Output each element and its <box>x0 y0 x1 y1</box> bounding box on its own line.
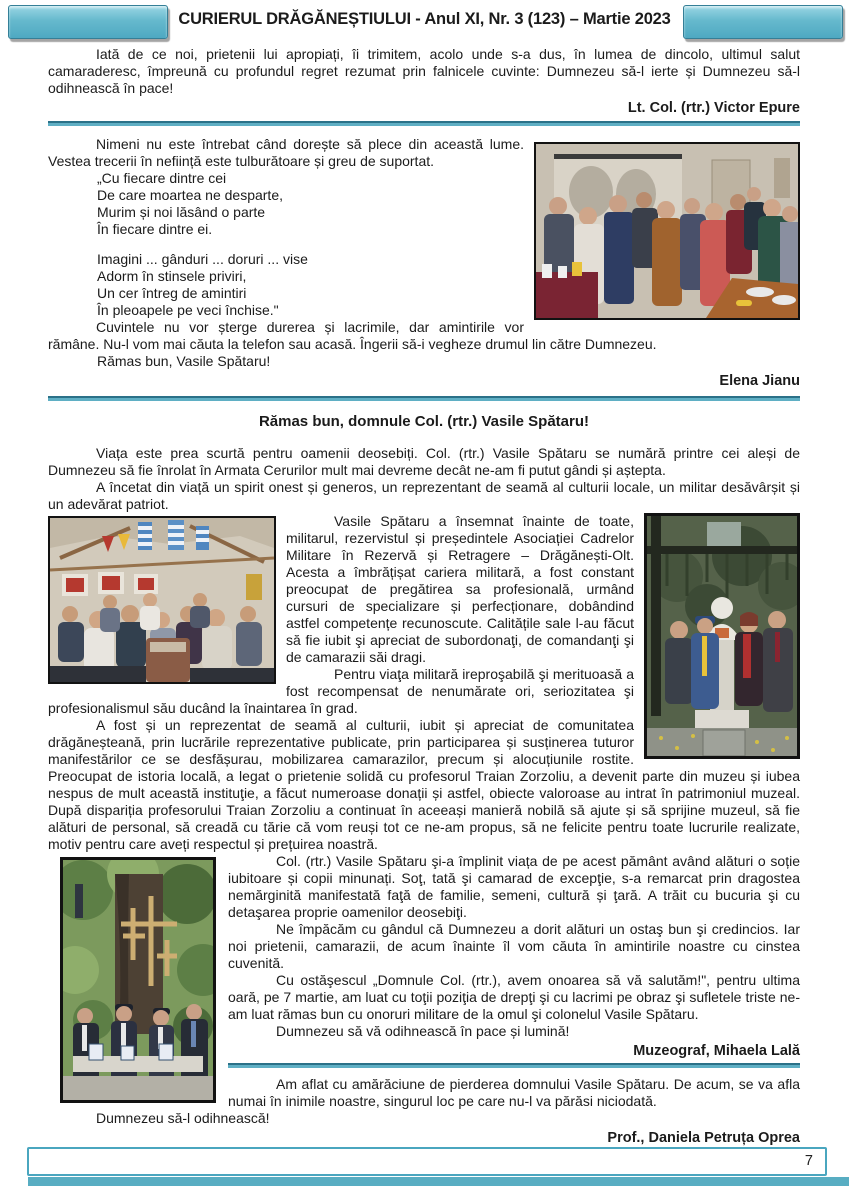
signature-daniela-oprea: Prof., Daniela Petruța Oprea <box>607 1130 800 1146</box>
article-section <box>48 413 800 1068</box>
photo-memorial-group <box>534 142 800 320</box>
photo-tree-crosses <box>60 857 216 1103</box>
article-para7: Ne împăcăm cu gândul că Dumnezeu a dorit alături un ostaş bun şi credincios. Iar noi prietenii, camarazii, de acum înainte îl vom căuta în amintirile noastre cu cinstea cuvenită. <box>228 921 800 971</box>
article-para1: Viața este prea scurtă pentru oamenii deosebiți. Col. (rtr.) Vasile Spătaru se numără printre cei aleși de Dumnezeu să fie înrolat în Armata Cerurilor mult mai devreme decât ne-am fi putut gândi și aștepta. <box>48 445 800 478</box>
farewell-para1: Nimeni nu este întrebat când dorește să plece din această lume. Vestea trecerii în neființă este tulburătoare și greu de suportat. <box>48 136 524 169</box>
article-para2: A încetat din viață un spirit onest și generos, un reprezentant de seamă al culturii locale, un militar desăvârșit și un adevărat patriot. <box>48 479 800 512</box>
article-title: Rămas bun, domnule Col. (rtr.) Vasile Spătaru! <box>258 413 590 430</box>
section-divider <box>48 121 800 126</box>
photo-bust-monument <box>644 513 800 759</box>
newspaper-title: CURIERUL DRĂGĂNEȘTIULUI - Anul XI, Nr. 3 (123) – Martie 2023 <box>178 10 671 28</box>
page-number: 7 <box>804 1153 813 1169</box>
section-divider <box>228 1063 800 1068</box>
closing-para2: Dumnezeu să-l odihnească! <box>96 1110 270 1126</box>
article-para8: Cu ostăşescul „Domnule Col. (rtr.), avem onoarea să vă salutăm!", pentru ultima oară, pe 7 martie, am luat cu toţii poziţia de drepţi şi cu lacrimi pe obraz şi sufletele triste ne-am luat rămas bun cu onoruri militare de la omul şi colonelul Vasile Spătaru. <box>228 972 800 1022</box>
intro-paragraph: Iată de ce noi, prietenii lui apropiați, îi trimitem, acolo unde s-a dus, în lumea de dincolo, ultimul salut camaraderesc, împreună cu profundul regret rezumat prin falnicele cuvinte: Dumnezeu să-l ierte și Dumnezeu să-l odihnească în pace! <box>48 46 800 96</box>
signature-elena-jianu: Elena Jianu <box>719 373 800 389</box>
poem-line: „Cu fiecare dintre cei <box>97 170 227 186</box>
closing-para1: Am aflat cu amărăciune de pierderea domnului Vasile Spătaru. De acum, se va afla numai în inimile noastre, singurul loc pe care nu-l va părăsi niciodată. <box>228 1076 800 1109</box>
article-para6: Col. (rtr.) Vasile Spătaru şi-a împlinit viața de pe acest pământ având alături o soție iubitoare și copii minunați. Soţ, tată şi camarad de excepţie, s-a remarcat prin dragostea nemărginită manifestată faţă de familie, semeni, cultură și ţară. A trăit cu bucuria şi cu detaşarea proprie oamenilor deosebiţi. <box>228 853 800 920</box>
header-decoration-left <box>8 5 168 39</box>
poem-line: De care moartea ne desparte, <box>97 187 283 203</box>
poem-line: Murim și noi lăsând o parte <box>97 204 266 220</box>
footer-decoration-bar <box>28 1177 849 1186</box>
article-para3: Vasile Spătaru a însemnat înainte de toate, militarul, rezervistul și președintele Asociației Cadrelor Militare în Rezervă și Retragere – Drăgănești-Olt. Acesta a îmbrățișat cariera militară, a fost constant preocupat de pregătirea sa profesională, urmând cursuri de specializare și perfecționare, dobândind astfel competențe recunoscute. Calitățile sale l-au făcut să fie iubit şi apreciat de subordonaţi, de comandanţi şi de camarazii săi dragi. <box>286 513 634 665</box>
poem-line: În fiecare dintre ei. <box>97 221 213 237</box>
photo-museum-audience <box>48 516 276 684</box>
signature-victor-epure: Lt. Col. (rtr.) Victor Epure <box>627 100 800 116</box>
page-header <box>0 0 849 46</box>
signature-mihaela-lala: Muzeograf, Mihaela Lală <box>633 1043 800 1059</box>
article-para9: Dumnezeu să vă odihnească în pace și lumină! <box>276 1023 570 1039</box>
article-para5: A fost și un reprezentat de seamă al culturii, iubit și apreciat de comunitatea drăgăneșteană, prin lucrările reprezentative publicate, prin participarea și susținerea tuturor manifestărilor ce se desfășurau, mobilizarea camarazilor, precum și alocuțiunile rostite. Preocupat de istoria locală, a legat o prietenie solidă cu profesorul Traian Zorzoliu, a devenit parte din muzeu și iubea nespus de mult această instituţie, a făcut numeroase donații și astfel, obiecte valoroase au intrat în patrimoniul muzeal. După dispariția profesorului Traian Zorzoliu a continuat în aceeași manieră nobilă să ajute și să sprijine muzeul, să fie alături de personal, să creadă cu tărie că vom reuși tot ce ne-am propus, să ne felicite pentru toate lucrurile realizate, motiv pentru care aveți respectul și prețuirea noastră. <box>48 717 800 852</box>
farewell-section <box>48 136 800 392</box>
poem-line: Adorm în stinsele priviri, <box>97 268 247 284</box>
section-divider <box>48 396 800 401</box>
article-para4: Pentru viaţa militară ireproşabilă şi merituoasă a fost recompensat de nenumărate ori, seriozitatea şi profesionalismul său ducând la înaintarea în grad. <box>48 666 634 716</box>
farewell-para3: Rămas bun, Vasile Spătaru! <box>97 353 271 369</box>
header-decoration-right <box>683 5 843 39</box>
poem-line: În pleoapele pe veci închise." <box>97 302 279 318</box>
poem-line: Un cer întreg de amintiri <box>97 285 247 301</box>
footer-page-box <box>27 1147 827 1176</box>
poem-line: Imagini ... gânduri ... doruri ... vise <box>97 251 308 267</box>
farewell-para2: Cuvintele nu vor șterge durerea și lacrimile, dar amintirile vor rămâne. Nu-l vom mai căuta la telefon sau acasă. Îngerii să-i vegheze drumul lin către Dumnezeu. <box>48 319 657 352</box>
